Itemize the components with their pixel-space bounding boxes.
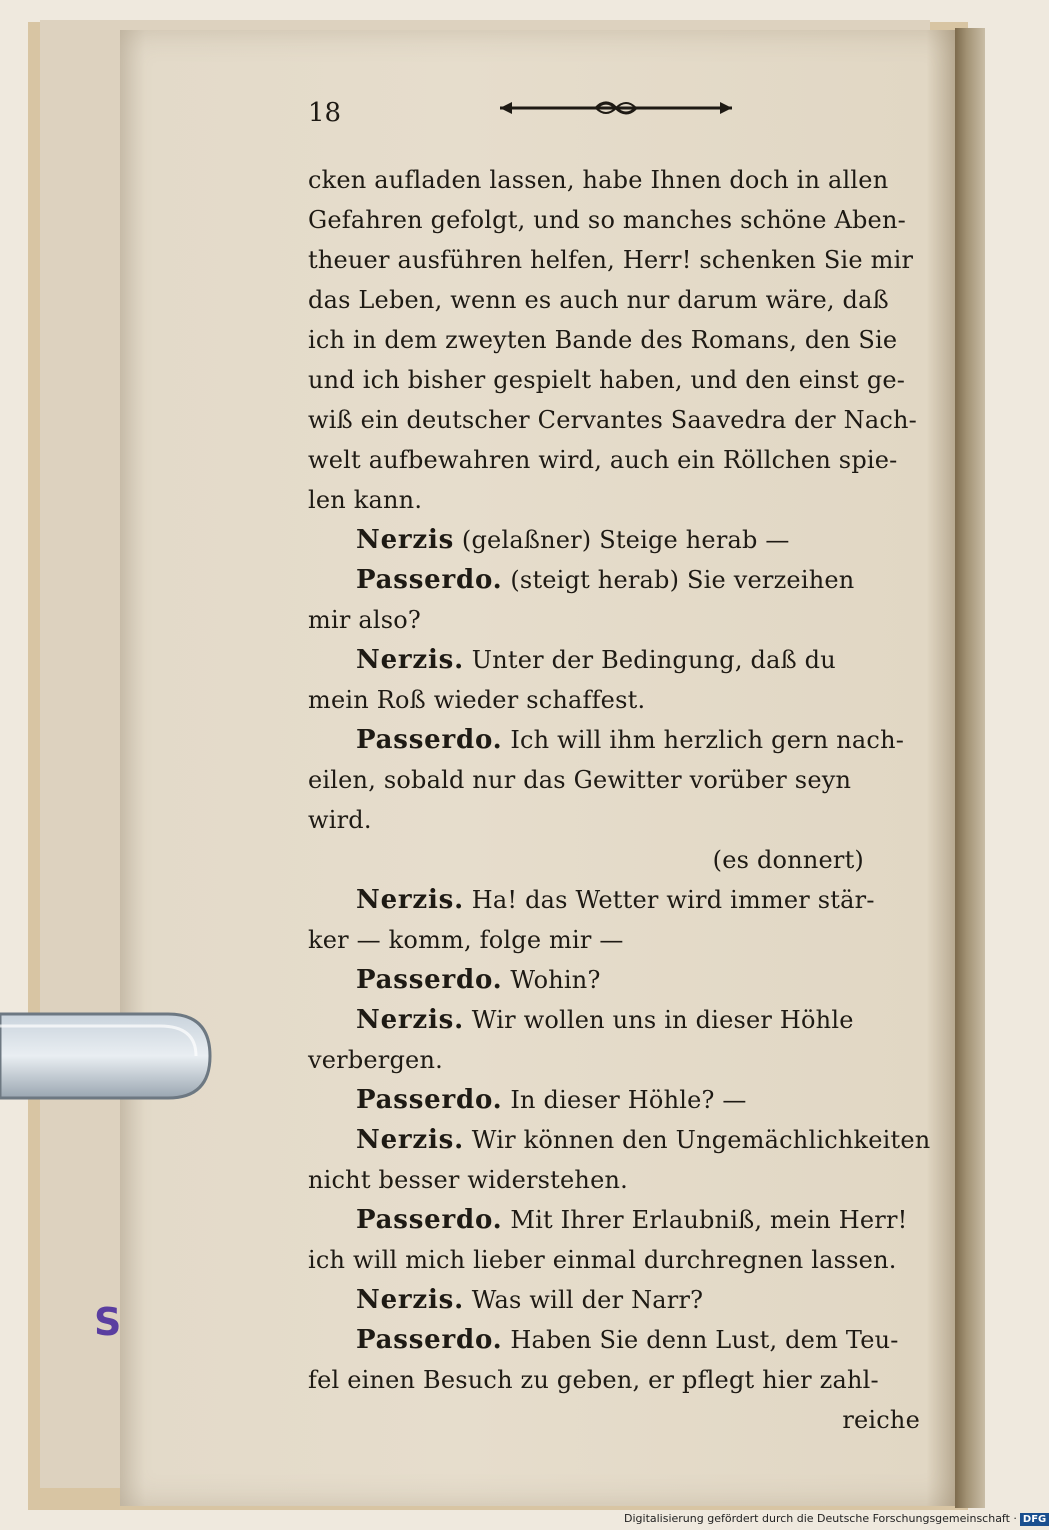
digitization-footer [624, 1512, 1049, 1526]
line-text: In dieser Höhle? — [502, 1086, 747, 1114]
speaker-name: Passerdo. [356, 1085, 503, 1115]
text-line [308, 480, 948, 520]
line-text: mein Roß wieder schaffest. [308, 686, 646, 714]
line-text: ker — komm, folge mir — [308, 926, 624, 954]
text-line [308, 720, 948, 760]
text-line [308, 520, 948, 560]
speaker-name: Passerdo. [356, 1205, 503, 1235]
line-text: Wir wollen uns in dieser Höhle [463, 1006, 854, 1034]
line-text: (steigt herab) Sie verzeihen [502, 566, 855, 594]
text-line [308, 1080, 948, 1120]
line-text: wird. [308, 806, 372, 834]
line-text: und ich bisher gespielt haben, und den einst ge- [308, 366, 906, 394]
speaker-name: Nerzis. [356, 1125, 464, 1155]
speaker-name: Passerdo. [356, 565, 503, 595]
text-line [308, 1000, 948, 1040]
text-line [308, 840, 948, 880]
page-gutter-edge [955, 28, 985, 1508]
speaker-name: Passerdo. [356, 965, 503, 995]
line-text: verbergen. [308, 1046, 443, 1074]
line-text: cken aufladen lassen, habe Ihnen doch in allen [308, 166, 889, 194]
text-line [308, 440, 948, 480]
text-line [308, 640, 948, 680]
speaker-name: Nerzis. [356, 885, 464, 915]
line-text: ich will mich lieber einmal durchregnen lassen. [308, 1246, 897, 1274]
line-text: fel einen Besuch zu geben, er pflegt hier zahl- [308, 1366, 879, 1394]
text-line [308, 560, 948, 600]
library-stamp: S [94, 1300, 122, 1344]
line-text: Mit Ihrer Erlaubniß, mein Herr! [502, 1206, 908, 1234]
speaker-name: Passerdo. [356, 1325, 503, 1355]
line-text: mir also? [308, 606, 421, 634]
line-text: ich in dem zweyten Bande des Romans, den Sie [308, 326, 898, 354]
line-text: (gelaßner) Steige herab — [454, 526, 790, 554]
text-line [308, 1280, 948, 1320]
line-text: wiß ein deutscher Cervantes Saavedra der Nach- [308, 406, 917, 434]
text-line [308, 800, 948, 840]
page-text [308, 160, 948, 1440]
glass-page-holder [0, 1012, 212, 1100]
line-text: Was will der Narr? [463, 1286, 704, 1314]
speaker-name: Nerzis [356, 525, 455, 555]
text-line [308, 1240, 948, 1280]
speaker-name: Nerzis. [356, 1005, 464, 1035]
text-line [308, 320, 948, 360]
page-number: 18 [308, 98, 342, 128]
line-text: reiche [842, 1406, 920, 1434]
footer-credit: Digitalisierung gefördert durch die Deutsche Forschungsgemeinschaft · [624, 1512, 1017, 1525]
line-text: das Leben, wenn es auch nur darum wäre, daß [308, 286, 889, 314]
line-text: theuer ausführen helfen, Herr! schenken Sie mir [308, 246, 914, 274]
line-text: eilen, sobald nur das Gewitter vorüber seyn [308, 766, 852, 794]
text-line [308, 280, 948, 320]
text-line [308, 1040, 948, 1080]
line-text: welt aufbewahren wird, auch ein Röllchen spie- [308, 446, 898, 474]
line-text: Haben Sie denn Lust, dem Teu- [502, 1326, 899, 1354]
text-line [308, 240, 948, 280]
text-line [308, 400, 948, 440]
line-text: nicht besser widerstehen. [308, 1166, 628, 1194]
line-text: Ich will ihm herzlich gern nach- [502, 726, 905, 754]
speaker-name: Passerdo. [356, 725, 503, 755]
text-line [308, 960, 948, 1000]
text-line [308, 1320, 948, 1360]
speaker-name: Nerzis. [356, 1285, 464, 1315]
line-text: Wir können den Ungemächlichkeiten [463, 1126, 931, 1154]
text-line [308, 1200, 948, 1240]
line-text: Gefahren gefolgt, und so manches schöne Aben- [308, 206, 906, 234]
text-line [308, 1120, 948, 1160]
line-text: (es donnert) [712, 846, 864, 874]
text-line [308, 200, 948, 240]
text-line [308, 1160, 948, 1200]
text-line [308, 360, 948, 400]
line-text: Ha! das Wetter wird immer stär- [463, 886, 875, 914]
text-line [308, 160, 948, 200]
dfg-logo: DFG [1020, 1513, 1049, 1526]
text-line [308, 600, 948, 640]
text-line [308, 920, 948, 960]
text-line [308, 1360, 948, 1400]
text-line [308, 760, 948, 800]
line-text: Wohin? [502, 966, 601, 994]
speaker-name: Nerzis. [356, 645, 464, 675]
text-line [308, 880, 948, 920]
text-line [308, 1400, 948, 1440]
line-text: len kann. [308, 486, 423, 514]
text-line [308, 680, 948, 720]
line-text: Unter der Bedingung, daß du [463, 646, 836, 674]
header-ornament [496, 98, 736, 118]
